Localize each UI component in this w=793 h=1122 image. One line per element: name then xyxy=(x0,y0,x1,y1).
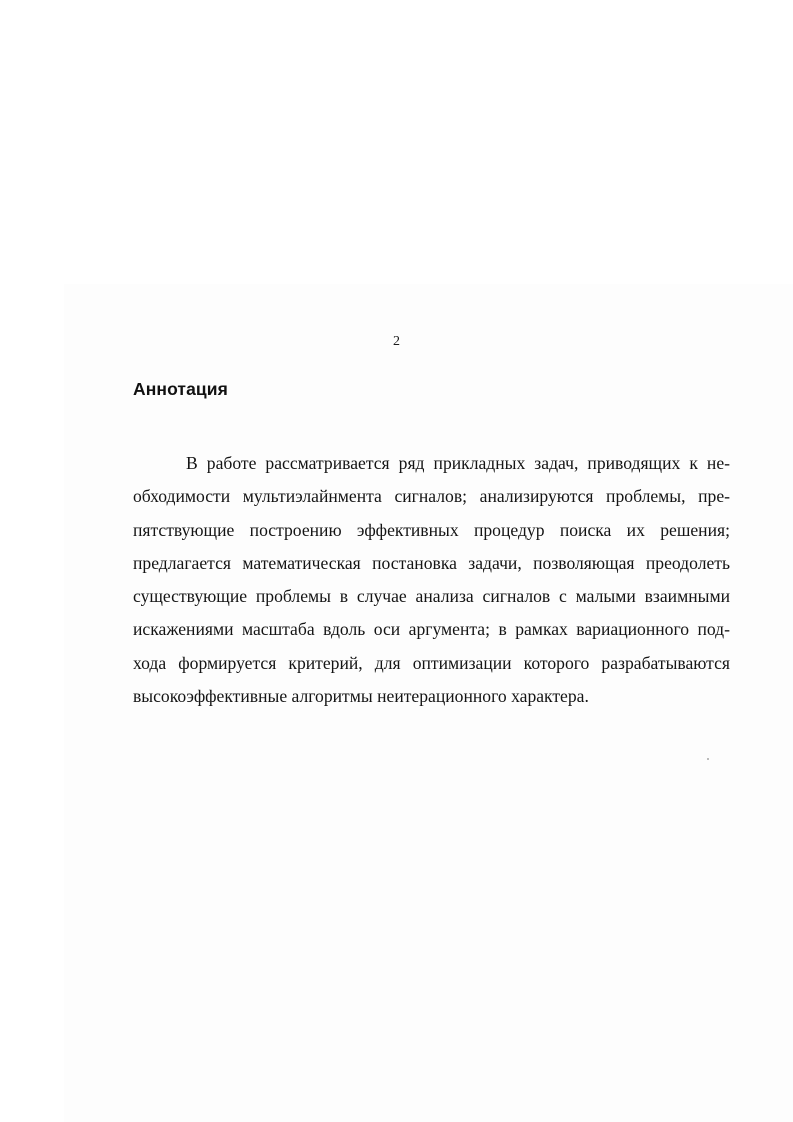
scan-artifact xyxy=(707,758,709,760)
abstract-line: пятствующие построению эффективных процедур поиска их решения; xyxy=(133,519,730,540)
abstract-line: существующие проблемы в случае анализа сигналов с малыми взаимными xyxy=(133,586,730,607)
abstract-paragraph xyxy=(133,448,730,714)
abstract-line: обходимости мультиэлайнмента сигналов; анализируются проблемы, пре- xyxy=(133,486,730,507)
page-number: 2 xyxy=(393,334,400,349)
abstract-line: хода формируется критерий, для оптимизации которого разрабатываются xyxy=(133,652,730,673)
abstract-line: В работе рассматривается ряд прикладных задач, приводящих к не- xyxy=(186,453,730,473)
abstract-line: высокоэффективные алгоритмы неитерационного характера. xyxy=(133,686,589,707)
abstract-line: искажениями масштаба вдоль оси аргумента; в рамках вариационного под- xyxy=(133,619,730,640)
abstract-line: предлагается математическая постановка задачи, позволяющая преодолеть xyxy=(133,552,730,573)
section-heading: Аннотация xyxy=(133,379,228,399)
